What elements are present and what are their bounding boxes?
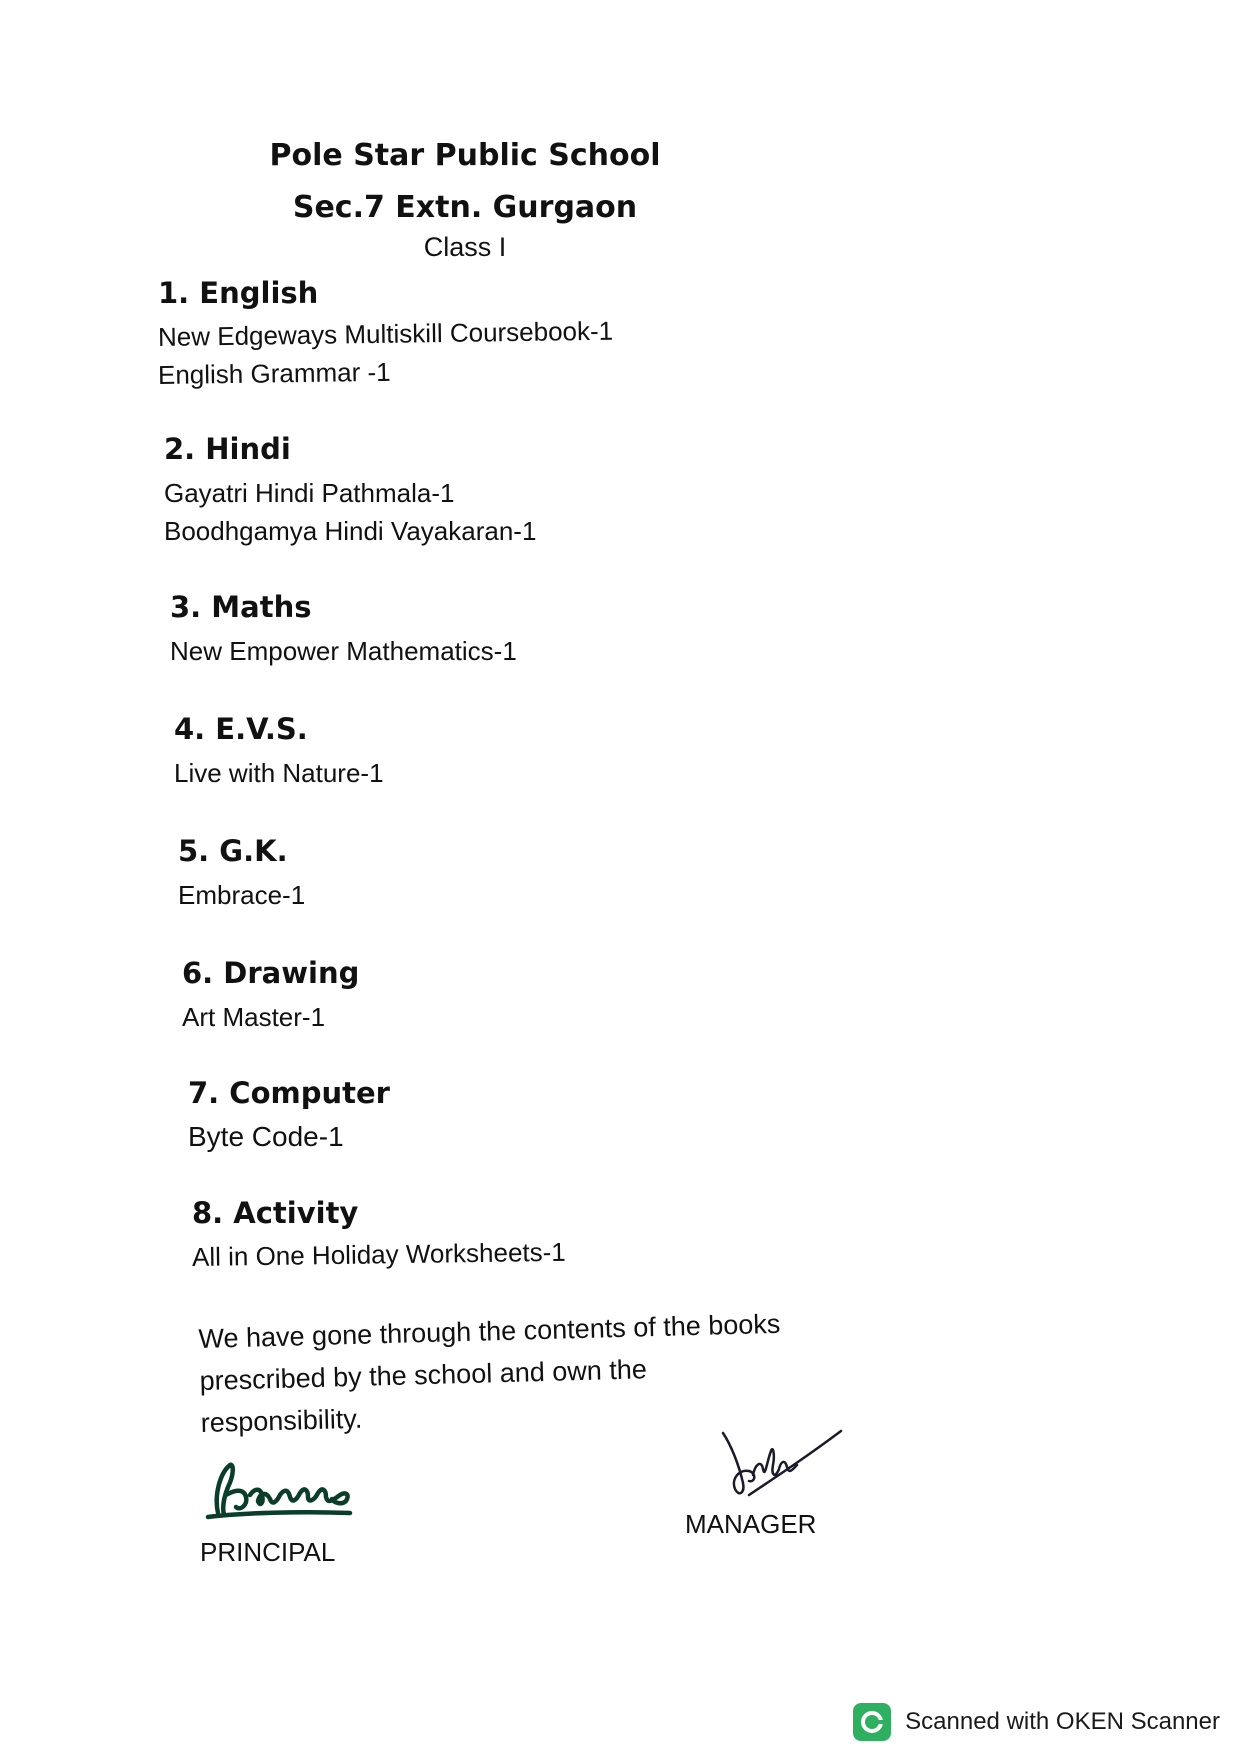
manager-signature — [709, 1425, 849, 1505]
subject-english — [158, 276, 958, 394]
principal-signature — [200, 1455, 370, 1525]
oken-scanner-logo-icon — [853, 1703, 891, 1741]
book-item: Art Master-1 — [182, 1002, 326, 1032]
school-location: Sec.7 Extn. Gurgaon — [292, 190, 638, 225]
book-item: English Grammar -1 — [157, 356, 391, 390]
subject-title: 7. Computer — [188, 1076, 390, 1110]
subject-drawing — [182, 956, 982, 1036]
scanner-watermark — [853, 1703, 1220, 1741]
book-item: All in One Holiday Worksheets-1 — [191, 1236, 566, 1272]
subject-gk — [178, 834, 978, 914]
statement-line: We have gone through the contents of the books — [198, 1308, 781, 1354]
scanner-text: Scanned with OKEN Scanner — [905, 1708, 1220, 1735]
manager-signature-block — [685, 1425, 945, 1540]
subject-hindi — [164, 432, 964, 550]
principal-signature-block — [200, 1455, 460, 1568]
class-label: Class I — [423, 232, 507, 262]
manager-label: MANAGER — [685, 1509, 817, 1539]
subject-maths — [170, 590, 970, 670]
book-item: New Edgeways Multiskill Coursebook-1 — [157, 315, 614, 352]
book-item: Boodhgamya Hindi Vayakaran-1 — [164, 516, 537, 546]
statement-line: responsibility. — [200, 1403, 363, 1438]
book-item: Embrace-1 — [178, 880, 306, 910]
principal-label: PRINCIPAL — [200, 1537, 336, 1567]
book-item: Byte Code-1 — [188, 1121, 344, 1152]
subject-evs — [174, 712, 974, 792]
responsibility-statement — [198, 1301, 841, 1444]
subject-activity — [192, 1196, 992, 1276]
book-item: New Empower Mathematics-1 — [170, 636, 517, 666]
book-item: Gayatri Hindi Pathmala-1 — [164, 478, 455, 508]
subject-title: 6. Drawing — [182, 956, 360, 990]
book-item: Live with Nature-1 — [174, 758, 384, 788]
subject-computer — [188, 1076, 988, 1156]
subject-title: 4. E.V.S. — [174, 712, 308, 746]
subject-title: 8. Activity — [192, 1196, 359, 1230]
subject-title: 1. English — [158, 276, 319, 310]
subject-title: 2. Hindi — [164, 432, 291, 466]
subject-title: 5. G.K. — [178, 834, 288, 868]
subject-title: 3. Maths — [170, 590, 312, 624]
school-name: Pole Star Public School — [269, 138, 661, 173]
statement-line: prescribed by the school and own the — [199, 1354, 648, 1396]
